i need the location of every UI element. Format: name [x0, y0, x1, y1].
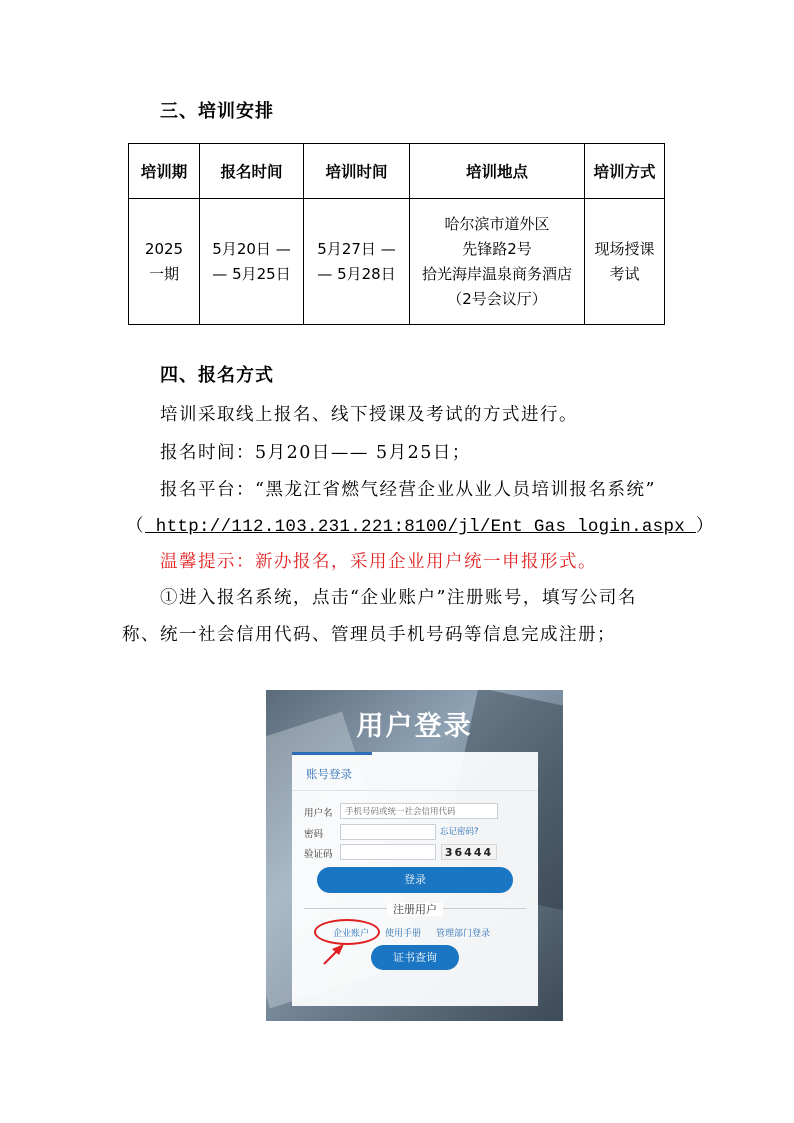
login-button[interactable]: 登录	[317, 867, 513, 893]
cell-signup: 5月20日 — — 5月25日	[200, 199, 304, 325]
forgot-password-link[interactable]: 忘记密码?	[440, 827, 479, 837]
username-label: 用户名	[304, 808, 333, 819]
paragraph-platform: 报名平台：“黑龙江省燃气经营企业从业人员培训报名系统”	[160, 480, 656, 500]
url-open-paren: （	[126, 516, 145, 536]
header-signup: 报名时间	[200, 144, 304, 199]
username-input[interactable]: 手机号码或统一社会信用代码	[340, 803, 498, 819]
cell-training: 5月27日 — — 5月28日	[304, 199, 410, 325]
header-mode: 培训方式	[585, 144, 665, 199]
cell-mode: 现场授课 考试	[585, 199, 665, 325]
table-header-row	[129, 144, 665, 199]
annotation-arrow-icon	[292, 752, 538, 1006]
header-location: 培训地点	[410, 144, 585, 199]
captcha-image[interactable]: 36444	[441, 844, 497, 860]
section-3-heading: 三、培训安排	[160, 101, 274, 122]
login-panel	[292, 752, 538, 1006]
cell-location: 哈尔滨市道外区 先锋路2号 拾光海岸温泉商务酒店 （2号会议厅）	[410, 199, 585, 325]
enterprise-account-link[interactable]: 企业账户	[333, 929, 370, 939]
section-4-heading: 四、报名方式	[160, 365, 274, 386]
admin-login-link[interactable]: 管理部门登录	[436, 929, 491, 939]
certificate-query-button[interactable]: 证书查询	[371, 945, 459, 970]
header-period: 培训期	[129, 144, 200, 199]
paragraph-tip: 温馨提示：新办报名，采用企业用户统一申报形式。	[160, 552, 597, 572]
training-schedule-table	[128, 143, 665, 325]
captcha-label: 验证码	[304, 849, 333, 860]
paragraph-url	[126, 512, 715, 537]
register-section-label: 注册用户	[292, 901, 538, 917]
platform-url-link[interactable]: http://112.103.231.221:8100/jl/Ent_Gas_login.aspx	[145, 517, 696, 537]
user-manual-link[interactable]: 使用手册	[385, 929, 422, 939]
paragraph-step1-line2: 称、统一社会信用代码、管理员手机号码等信息完成注册；	[122, 625, 616, 645]
login-screenshot-figure	[266, 690, 563, 1021]
paragraph-method: 培训采取线上报名、线下授课及考试的方式进行。	[160, 405, 578, 425]
paragraph-step1-line1: ①进入报名系统，点击“企业账户”注册账号，填写公司名	[160, 588, 637, 608]
password-label: 密码	[304, 829, 324, 840]
paragraph-signup-time: 报名时间：5月20日—— 5月25日；	[160, 443, 471, 463]
table-row	[129, 199, 665, 325]
header-training: 培训时间	[304, 144, 410, 199]
tab-account-login[interactable]: 账号登录	[306, 767, 352, 781]
url-close-paren: ）	[695, 516, 715, 536]
cell-period: 2025 一期	[129, 199, 200, 325]
login-page-title: 用户登录	[356, 711, 473, 742]
